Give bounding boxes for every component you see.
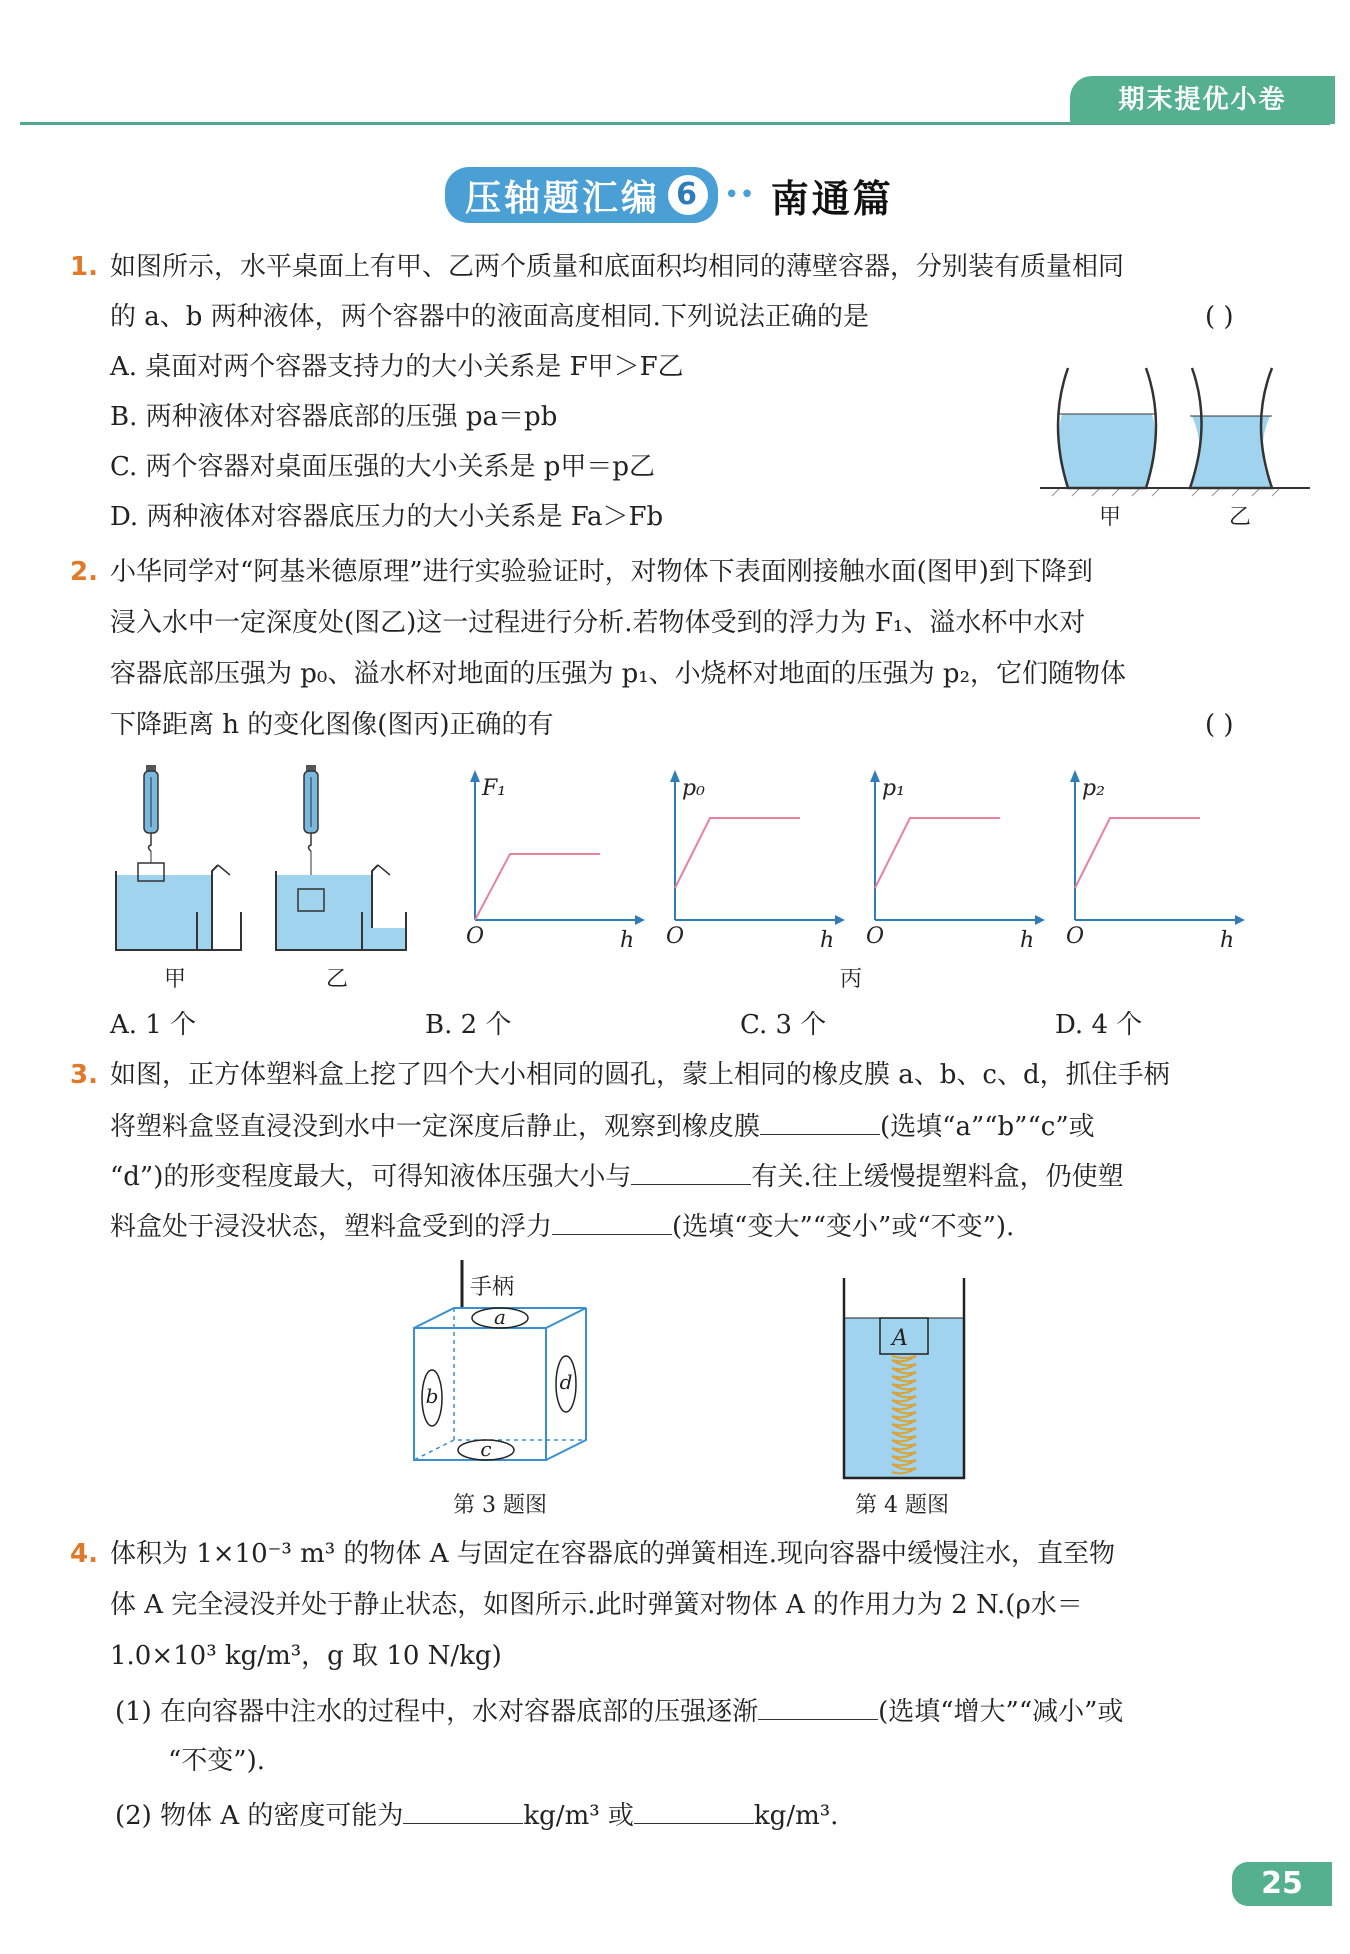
q4-sub1-tail: (选填“增大”“减小”或 [878,1697,1124,1727]
q2-graph4-origin: O [1066,924,1085,949]
q2-option-c: C. 3 个 [740,1010,827,1040]
q4-sub2 [115,1797,838,1833]
q2-graph2-origin: O [666,924,685,949]
q3-line4-text: 料盒处于浸没状态，塑料盒受到的浮力 [110,1212,553,1242]
title-number: 6 [668,175,708,215]
page-number: 25 [1232,1862,1332,1906]
q1-line2: 的 a、b 两种液体，两个容器中的液面高度相同.下列说法正确的是 [110,302,869,332]
q1-label-jia: 甲 [1098,505,1121,530]
q1-option-b: B. 两种液体对容器底部的压强 pa＝pb [110,402,558,432]
q4-container-figure [840,1278,970,1483]
q2-graph4-xlabel: h [1220,928,1235,953]
q4-line2: 体 A 完全浸没并处于静止状态，如图所示.此时弹簧对物体 A 的作用力为 2 N.(ρ水＝ [110,1590,1083,1620]
q3-number: 3. [70,1060,98,1090]
q4-sub2-mid: kg/m³ 或 [523,1801,634,1831]
q1-containers-figure [1040,360,1320,500]
q4-sub1-cont: “不变”). [168,1746,265,1776]
q2-option-a: A. 1 个 [110,1010,197,1040]
q2-graph4-ylabel: p₂ [1082,776,1105,801]
q4-number: 4. [70,1539,98,1569]
q3-membrane-b: b [425,1384,439,1408]
q2-line2: 浸入水中一定深度处(图乙)这一过程进行分析.若物体受到的浮力为 F₁、溢水杯中水对 [110,608,1086,638]
q1-label-yi: 乙 [1228,505,1251,530]
q2-graph1-origin: O [466,924,485,949]
q4-line1: 体积为 1×10⁻³ m³ 的物体 A 与固定在容器底的弹簧相连.现向容器中缓慢注水，直至物 [110,1539,1115,1569]
q3-blank-1[interactable] [760,1108,880,1135]
q2-graph2-ylabel: p₀ [682,776,705,801]
q3-caption: 第 3 题图 [453,1493,547,1518]
q2-option-d: D. 4 个 [1055,1010,1143,1040]
q3-line4 [110,1208,1014,1244]
q2-number: 2. [70,557,98,587]
q4-blank-1[interactable] [758,1693,878,1720]
q2-graph1-ylabel: F₁ [482,776,507,801]
q2-graph1-xlabel: h [620,928,635,953]
q4-blank-2[interactable] [403,1797,523,1824]
q2-label-yi: 乙 [325,967,348,992]
header-tab: 期末提优小卷 [1070,76,1335,124]
q2-answer-paren: ( ) [1205,710,1234,740]
q1-line1: 如图所示，水平桌面上有甲、乙两个质量和底面积均相同的薄壁容器，分别装有质量相同 [110,252,1125,282]
title-main: 压轴题汇编 [465,177,661,219]
q1-option-d: D. 两种液体对容器底压力的大小关系是 Fa＞Fb [110,502,664,532]
q1-option-a: A. 桌面对两个容器支持力的大小关系是 F甲＞F乙 [110,352,684,382]
q4-blank-3[interactable] [634,1797,754,1824]
q2-label-jia: 甲 [163,967,186,992]
q3-membrane-d: d [559,1370,573,1394]
q3-line3-tail: 有关.往上缓慢提塑料盒，仍使塑 [751,1162,1124,1192]
q2-graph3-ylabel: p₁ [882,776,905,801]
q3-line4-tail: (选填“变大”“变小”或“不变”). [672,1212,1015,1242]
q2-line4: 下降距离 h 的变化图像(图丙)正确的有 [110,710,554,740]
q2-option-b: B. 2 个 [425,1010,512,1040]
q2-graph3-origin: O [866,924,885,949]
q3-line3-text: “d”)的形变程度最大，可得知液体压强大小与 [110,1162,632,1192]
q2-label-bing: 丙 [839,967,862,992]
q4-sub2-text: (2) 物体 A 的密度可能为 [115,1801,404,1831]
q4-caption: 第 4 题图 [855,1493,949,1518]
q2-line3: 容器底部压强为 p₀、溢水杯对地面的压强为 p₁、小烧杯对地面的压强为 p₂，它们随物体 [110,659,1126,689]
q2-small-beaker-yi [360,910,410,955]
q4-sub2-tail: kg/m³. [753,1801,839,1831]
q2-graph3-xlabel: h [1020,928,1035,953]
q3-line1: 如图，正方体塑料盒上挖了四个大小相同的圆孔，蒙上相同的橡皮膜 a、b、c、d，抓住手柄 [110,1060,1170,1090]
q3-blank-2[interactable] [631,1158,751,1185]
page-title [445,165,894,225]
q1-number: 1. [70,252,98,282]
q1-answer-paren: ( ) [1205,302,1234,332]
q3-handle-label: 手柄 [470,1275,515,1300]
q3-line3 [110,1158,1124,1194]
title-sub: 南通篇 [770,176,894,221]
q3-blank-3[interactable] [552,1208,672,1235]
title-pill [445,167,718,223]
q3-membrane-c: c [480,1437,492,1461]
q2-graph2-xlabel: h [820,928,835,953]
q3-membrane-a: a [494,1305,506,1329]
q4-line3: 1.0×10³ kg/m³，g 取 10 N/kg) [110,1641,502,1671]
q2-small-beaker-jia [195,910,245,955]
q2-line1: 小华同学对“阿基米德原理”进行实验验证时，对物体下表面刚接触水面(图甲)到下降到 [110,557,1093,587]
title-dots: •• [724,180,755,210]
q4-block-label: A [892,1326,908,1351]
q3-line2 [110,1108,1095,1144]
q3-line2-text: 将塑料盒竖直浸没到水中一定深度后静止，观察到橡皮膜 [110,1112,761,1142]
q1-option-c: C. 两个容器对桌面压强的大小关系是 p甲＝p乙 [110,452,656,482]
q4-sub1 [115,1693,1123,1729]
q4-sub1-text: (1) 在向容器中注水的过程中，水对容器底部的压强逐渐 [115,1697,759,1727]
q3-line2-tail: (选填“a”“b”“c”或 [880,1112,1095,1142]
